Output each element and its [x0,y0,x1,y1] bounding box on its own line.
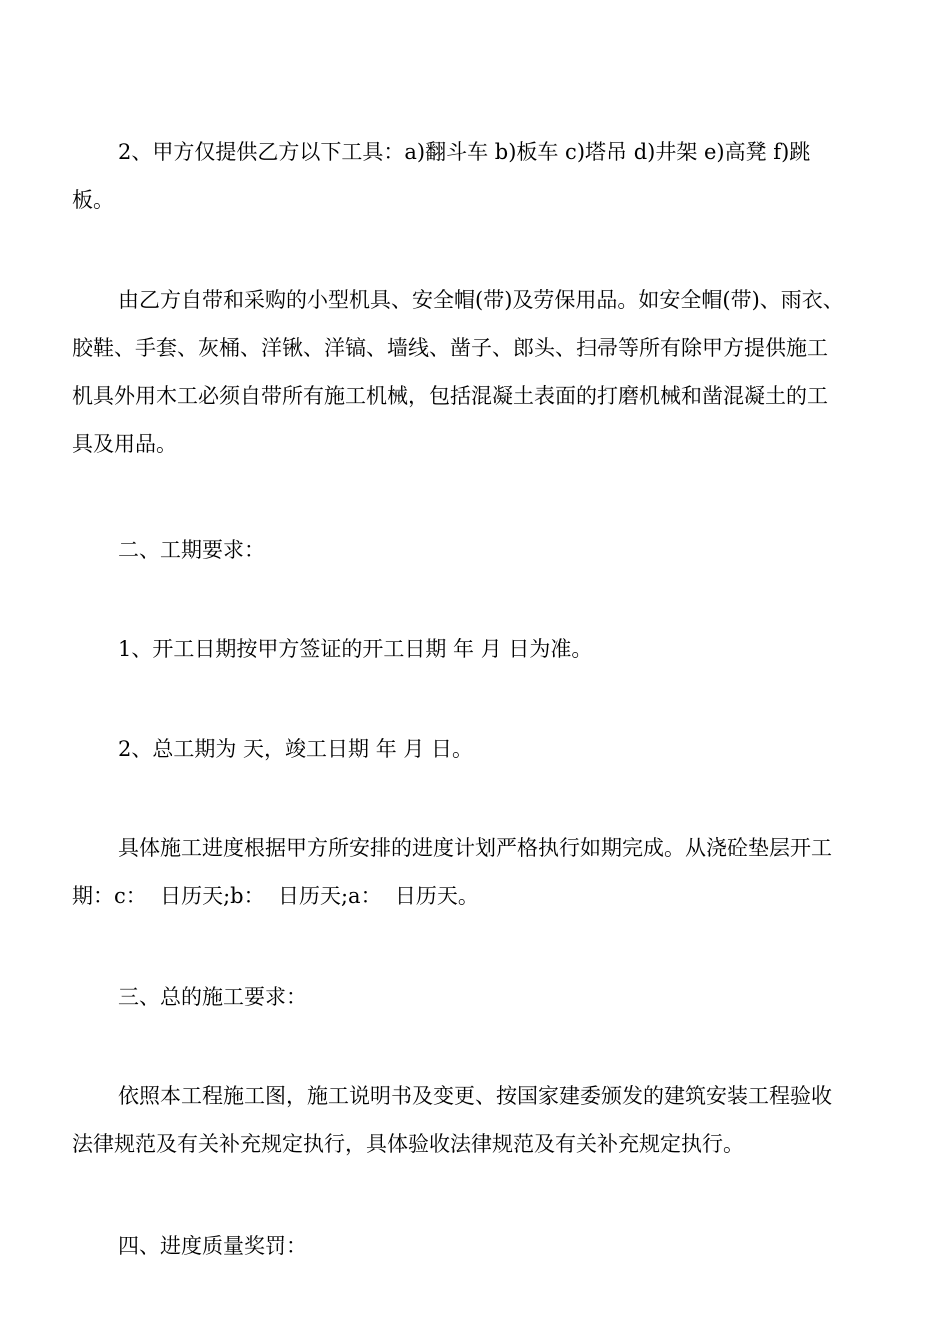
paragraph-self-supplied-tools [72,276,882,468]
paragraph-progress-plan [72,824,882,920]
section-heading: 二、工期要求： [118,538,265,562]
text-line: 具及用品。 [72,432,177,456]
section-heading: 四、进度质量奖罚： [118,1234,307,1258]
text-line: 机具外用木工必须自带所有施工机械，包括混凝土表面的打磨机械和凿混凝土的工 [72,384,828,408]
text-line: 依照本工程施工图，施工说明书及变更、按国家建委颁发的建筑安装工程验收 [118,1084,832,1108]
text-line: 胶鞋、手套、灰桶、洋锹、洋镐、墙线、凿子、郎头、扫帚等所有除甲方提供施工 [72,336,828,360]
heading-schedule [72,526,882,574]
text-line: 法律规范及有关补充规定执行，具体验收法律规范及有关补充规定执行。 [72,1132,744,1156]
paragraph-tools-provided [72,128,882,224]
text-line: 板。 [72,188,114,212]
text-line: 由乙方自带和采购的小型机具、安全帽(带)及劳保用品。如安全帽(带)、雨衣、 [118,288,844,312]
text-line: 2、甲方仅提供乙方以下工具：a)翻斗车 b)板车 c)塔吊 d)井架 e)高凳 f)跳 [118,140,811,164]
text-line: 具体施工进度根据甲方所安排的进度计划严格执行如期完成。从浇砼垫层开工 [118,836,832,860]
paragraph-construction-standards [72,1072,882,1168]
heading-construction [72,973,882,1021]
heading-rewards [72,1222,882,1270]
paragraph-total-duration [72,725,882,773]
text-line: 1、开工日期按甲方签证的开工日期 年 月 日为准。 [118,637,593,661]
text-line: 期：c： 日历天;b： 日历天;a： 日历天。 [72,884,479,908]
text-line: 2、总工期为 天，竣工日期 年 月 日。 [118,737,474,761]
section-heading: 三、总的施工要求： [118,985,307,1009]
paragraph-start-date [72,625,882,673]
